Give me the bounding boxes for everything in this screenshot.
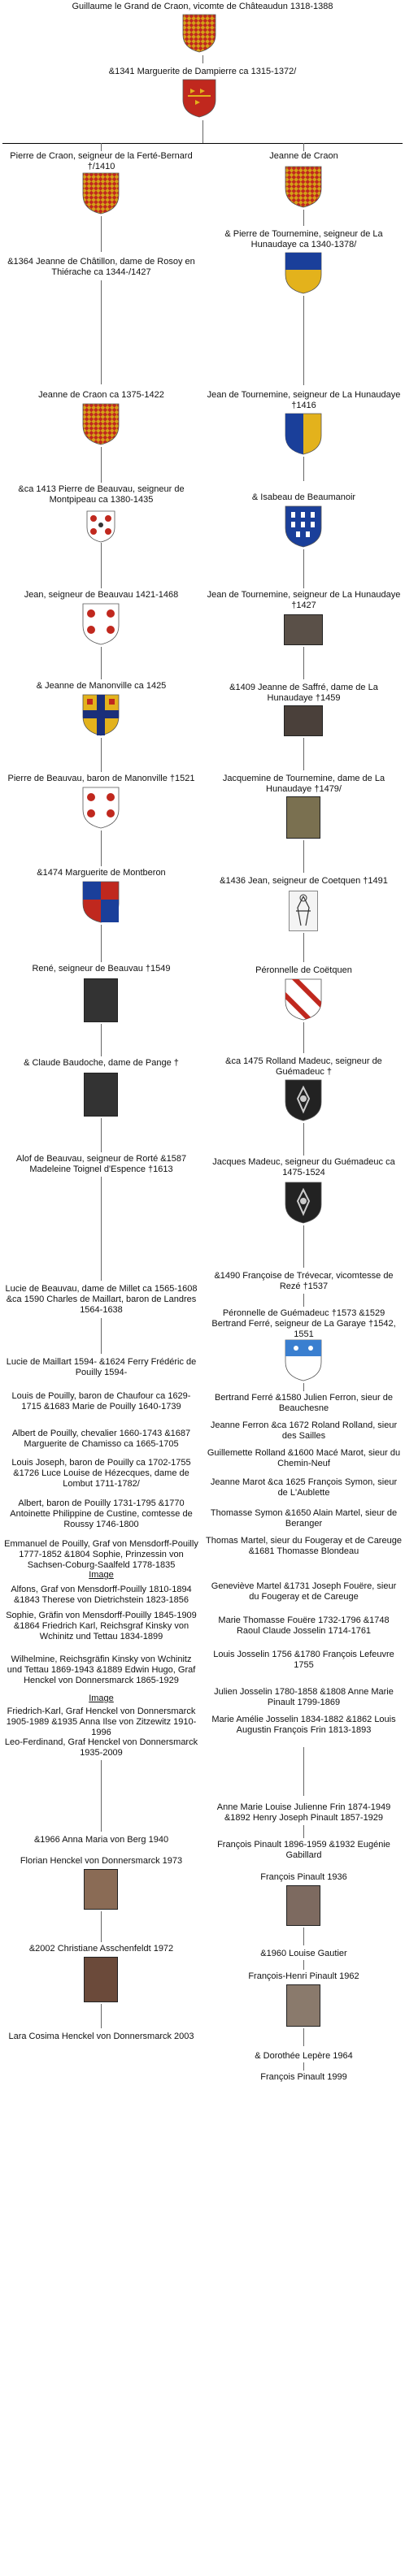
beaumanoir-coat-of-arms [285,505,322,548]
person-entry: Louis Joseph, baron de Pouilly ca 1702-1755 &1726 Luce Louise de Hézecques, dame de Lombut 1711-1782/ [11,1458,191,1489]
person-entry: Leo-Ferdinand, Graf Henckel von Donnersmarck 1935-2009 [4,1737,198,1758]
person-entry: &1960 Louise Gautier [260,1949,347,1958]
connector [303,457,304,481]
image-link[interactable]: Image [89,1570,114,1580]
person-entry: Jeanne Marot &ca 1625 François Symon, sieur de L'Aublette [210,1477,398,1498]
portrait-photo [286,1885,320,1926]
image-link[interactable]: Image [89,1693,114,1703]
connector [101,2004,102,2028]
right-lineage-column [202,0,405,2576]
person-entry: Lucie de Beauvau, dame de Millet ca 1565-1608 &ca 1590 Charles de Maillart, baron de Landres 1564-1638 [5,1284,198,1315]
person-entry: &1409 Jeanne de Saffré, dame de La Hunaudaye †1459 [229,683,378,703]
person-entry: & Isabeau de Beaumanoir [251,492,356,502]
tournemine-coat-of-arms [285,252,322,294]
connector [101,280,102,384]
person-entry: Albert, baron de Pouilly 1731-1795 &1770 Antoinette Philippine de Custine, comtesse de Roussy 1746-1800 [10,1498,193,1529]
person-entry: Alfons, Graf von Mensdorff-Pouilly 1810-1894 &1843 Therese von Dietrichstein 1823-1856 [11,1585,192,1605]
person-entry: François Pinault 1936 [260,1872,347,1882]
person-entry: &ca 1413 Pierre de Beauvau, seigneur de Montpipeau ca 1380-1435 [18,484,185,505]
connector [101,543,102,588]
connector [303,1960,304,1970]
connector [101,1118,102,1152]
person-entry: François-Henri Pinault 1962 [248,1971,359,1981]
person-entry: &1490 Françoise de Trévecar, vicomtesse de Rezé †1537 [214,1271,394,1291]
person-entry: &1474 Marguerite de Montberon [37,868,166,878]
portrait-photo [84,1869,118,1910]
connector [303,738,304,770]
connector [303,296,304,385]
person-entry: Jeanne Ferron &ca 1672 Roland Rolland, sieur des Sailles [210,1420,398,1441]
person-entry: &1364 Jeanne de Châtillon, dame de Rosoy en Thiérache ca 1344-/1427 [7,257,195,277]
connector [101,1318,102,1354]
person-entry: Wilhelmine, Reichsgräfin Kinsky von Wchinitz und Tettau 1869-1943 &1889 Edwin Hugo, Graf Henckel von Donnersmarck 1865-1929 [7,1654,196,1685]
person-entry: Lucie de Maillart 1594- &1624 Ferry Frédéric de Pouilly 1594- [6,1357,197,1377]
effigy-photo [284,614,323,645]
craon-coat-of-arms [285,166,322,208]
person-entry: &ca 1475 Rolland Madeuc, seigneur de Guémadeuc † [225,1056,382,1077]
craon-coat-of-arms [82,403,120,445]
connector [303,1225,304,1268]
connector [303,2062,304,2071]
person-entry: Alof de Beauvau, seigneur de Rorté &1587 Madeleine Toignel d'Espence †1613 [15,1154,187,1174]
connector [303,1123,304,1156]
person-entry: Marie Amélie Josselin 1834-1882 &1862 Louis Augustin François Frin 1813-1893 [211,1715,396,1735]
connector [101,1024,102,1056]
connector [303,1383,304,1391]
person-entry: Péronnelle de Coëtquen [255,965,352,975]
person-entry: Jeanne de Craon [269,151,338,161]
connector [101,830,102,866]
madeuc-coat-of-arms [285,1182,322,1224]
connector [101,738,102,772]
person-entry: & Claude Baudoche, dame de Pange † [24,1058,179,1068]
person-entry: & Jeanne de Manonville ca 1425 [36,681,167,691]
person-entry: Jeanne de Craon ca 1375-1422 [38,390,164,400]
manonville-coat-of-arms [82,694,120,736]
person-entry: Julien Josselin 1780-1858 &1808 Anne Marie Pinault 1799-1869 [214,1687,394,1707]
ancestor-name: Guillaume le Grand de Craon, vicomte de Châteaudun 1318-1388 [72,2,333,11]
person-entry: Geneviève Martel &1731 Joseph Fouëre, sieur du Fougeray et de Careuge [211,1581,397,1602]
effigy-photo [286,796,320,839]
person-entry: Emmanuel de Pouilly, Graf von Mensdorff-Pouilly 1777-1852 &1804 Sophie, Prinzessin von Sachsen-Coburg-Saalfeld 1778-1835 [4,1539,198,1570]
person-entry: & Dorothée Lepère 1964 [255,2051,353,2061]
person-entry: Jean de Tournemine, seigneur de La Hunaudaye †1416 [207,390,401,410]
connector [303,1928,304,1945]
beauvau-coat-of-arms [82,787,120,829]
person-entry: Louis Josselin 1756 &1780 François Lefeuvre 1755 [213,1650,394,1670]
craon-coat-of-arms [82,172,120,215]
person-entry: Pierre de Beauvau, baron de Manonville †1521 [7,774,195,783]
montberon-coat-of-arms [82,881,120,923]
connector [303,647,304,679]
connector [303,210,304,226]
beauvau-coat-of-arms [82,603,120,645]
portrait-photo [84,1957,118,2002]
connector [303,549,304,588]
connector [303,2028,304,2046]
person-entry: Jacques Madeuc, seigneur du Guémadeuc ca 1475-1524 [212,1157,395,1177]
connector [303,933,304,962]
connector [101,1177,102,1281]
connector [101,1760,102,1832]
person-entry: &1436 Jean, seigneur de Coetquen †1491 [220,876,388,886]
person-entry: Friedrich-Karl, Graf Henckel von Donnersmarck 1905-1989 &1935 Anna Ilse von Zitzewitz 1910-1996 [6,1706,197,1737]
connector [303,1747,304,1796]
person-entry: Anne Marie Louise Julienne Frin 1874-1949 &1892 Henry Joseph Pinault 1857-1929 [216,1802,391,1823]
person-entry: François Pinault 1896-1959 &1932 Eugénie Gabillard [217,1840,390,1860]
connector [101,925,102,962]
person-entry: & Pierre de Tournemine, seigneur de La Hunaudaye ca 1340-1378/ [224,229,383,249]
person-entry: Sophie, Gräfin von Mensdorff-Pouilly 1845-1909 &1864 Friedrich Karl, Reichsgraf Kinsky von Wchinitz und Tettau 1834-1899 [6,1611,197,1641]
sketch-image [289,891,318,931]
person-entry: Bertrand Ferré &1580 Julien Ferron, sieur de Beauchesne [215,1393,393,1413]
ancestor-spouse: &1341 Marguerite de Dampierre ca 1315-1372/ [108,67,297,76]
connector [101,447,102,483]
person-entry: Marie Thomasse Fouëre 1732-1796 &1748 Raoul Claude Josselin 1714-1761 [218,1615,390,1636]
portrait-photo [286,1984,320,2027]
coetquen-coat-of-arms [285,978,322,1021]
person-entry: Florian Henckel von Donnersmarck 1973 [20,1856,183,1866]
connector [101,1911,102,1942]
connector [303,840,304,873]
madeuc-coat-of-arms [285,1079,322,1121]
person-entry: François Pinault 1999 [260,2072,347,2082]
connector [303,1294,304,1307]
person-entry: Thomas Martel, sieur du Fougeray et de Careuge &1681 Thomasse Blondeau [206,1536,402,1556]
effigy-photo [84,1073,118,1117]
connector [101,647,102,679]
person-entry: René, seigneur de Beauvau †1549 [32,964,171,974]
ferre-coat-of-arms [285,1339,322,1381]
left-lineage-column [0,0,202,2576]
person-entry: Jean, seigneur de Beauvau 1421-1468 [24,590,179,600]
person-entry: Péronnelle de Guémadeuc †1573 &1529 Bertrand Ferré, seigneur de La Garaye †1542, 1551 [211,1308,396,1339]
person-entry: Albert de Pouilly, chevalier 1660-1743 &1687 Marguerite de Chamisso ca 1665-1705 [11,1429,191,1449]
person-entry: &1966 Anna Maria von Berg 1940 [33,1835,169,1845]
connector [101,216,102,252]
person-entry: Guillemette Rolland &1600 Macé Marot, sieur du Chemin-Neuf [207,1448,401,1468]
beauvau-coat-of-arms [86,510,115,543]
connector [303,1022,304,1053]
person-entry: Lara Cosima Henckel von Donnersmarck 2003 [8,2032,194,2041]
person-entry: Jacquemine de Tournemine, dame de La Hunaudaye †1479/ [222,774,385,794]
person-entry: &2002 Christiane Asschenfeldt 1972 [28,1944,174,1954]
person-entry: Pierre de Craon, seigneur de la Ferté-Bernard †/1410 [10,151,193,171]
connector [303,1825,304,1838]
person-entry: Louis de Pouilly, baron de Chaufour ca 1629-1715 &1683 Marie de Pouilly 1640-1739 [11,1391,191,1412]
effigy-photo [84,978,118,1022]
effigy-photo [284,705,323,736]
tournemine-coat-of-arms [285,413,322,455]
person-entry: Thomasse Symon &1650 Alain Martel, sieur de Beranger [210,1508,398,1529]
person-entry: Jean de Tournemine, seigneur de La Hunaudaye †1427 [207,590,401,610]
